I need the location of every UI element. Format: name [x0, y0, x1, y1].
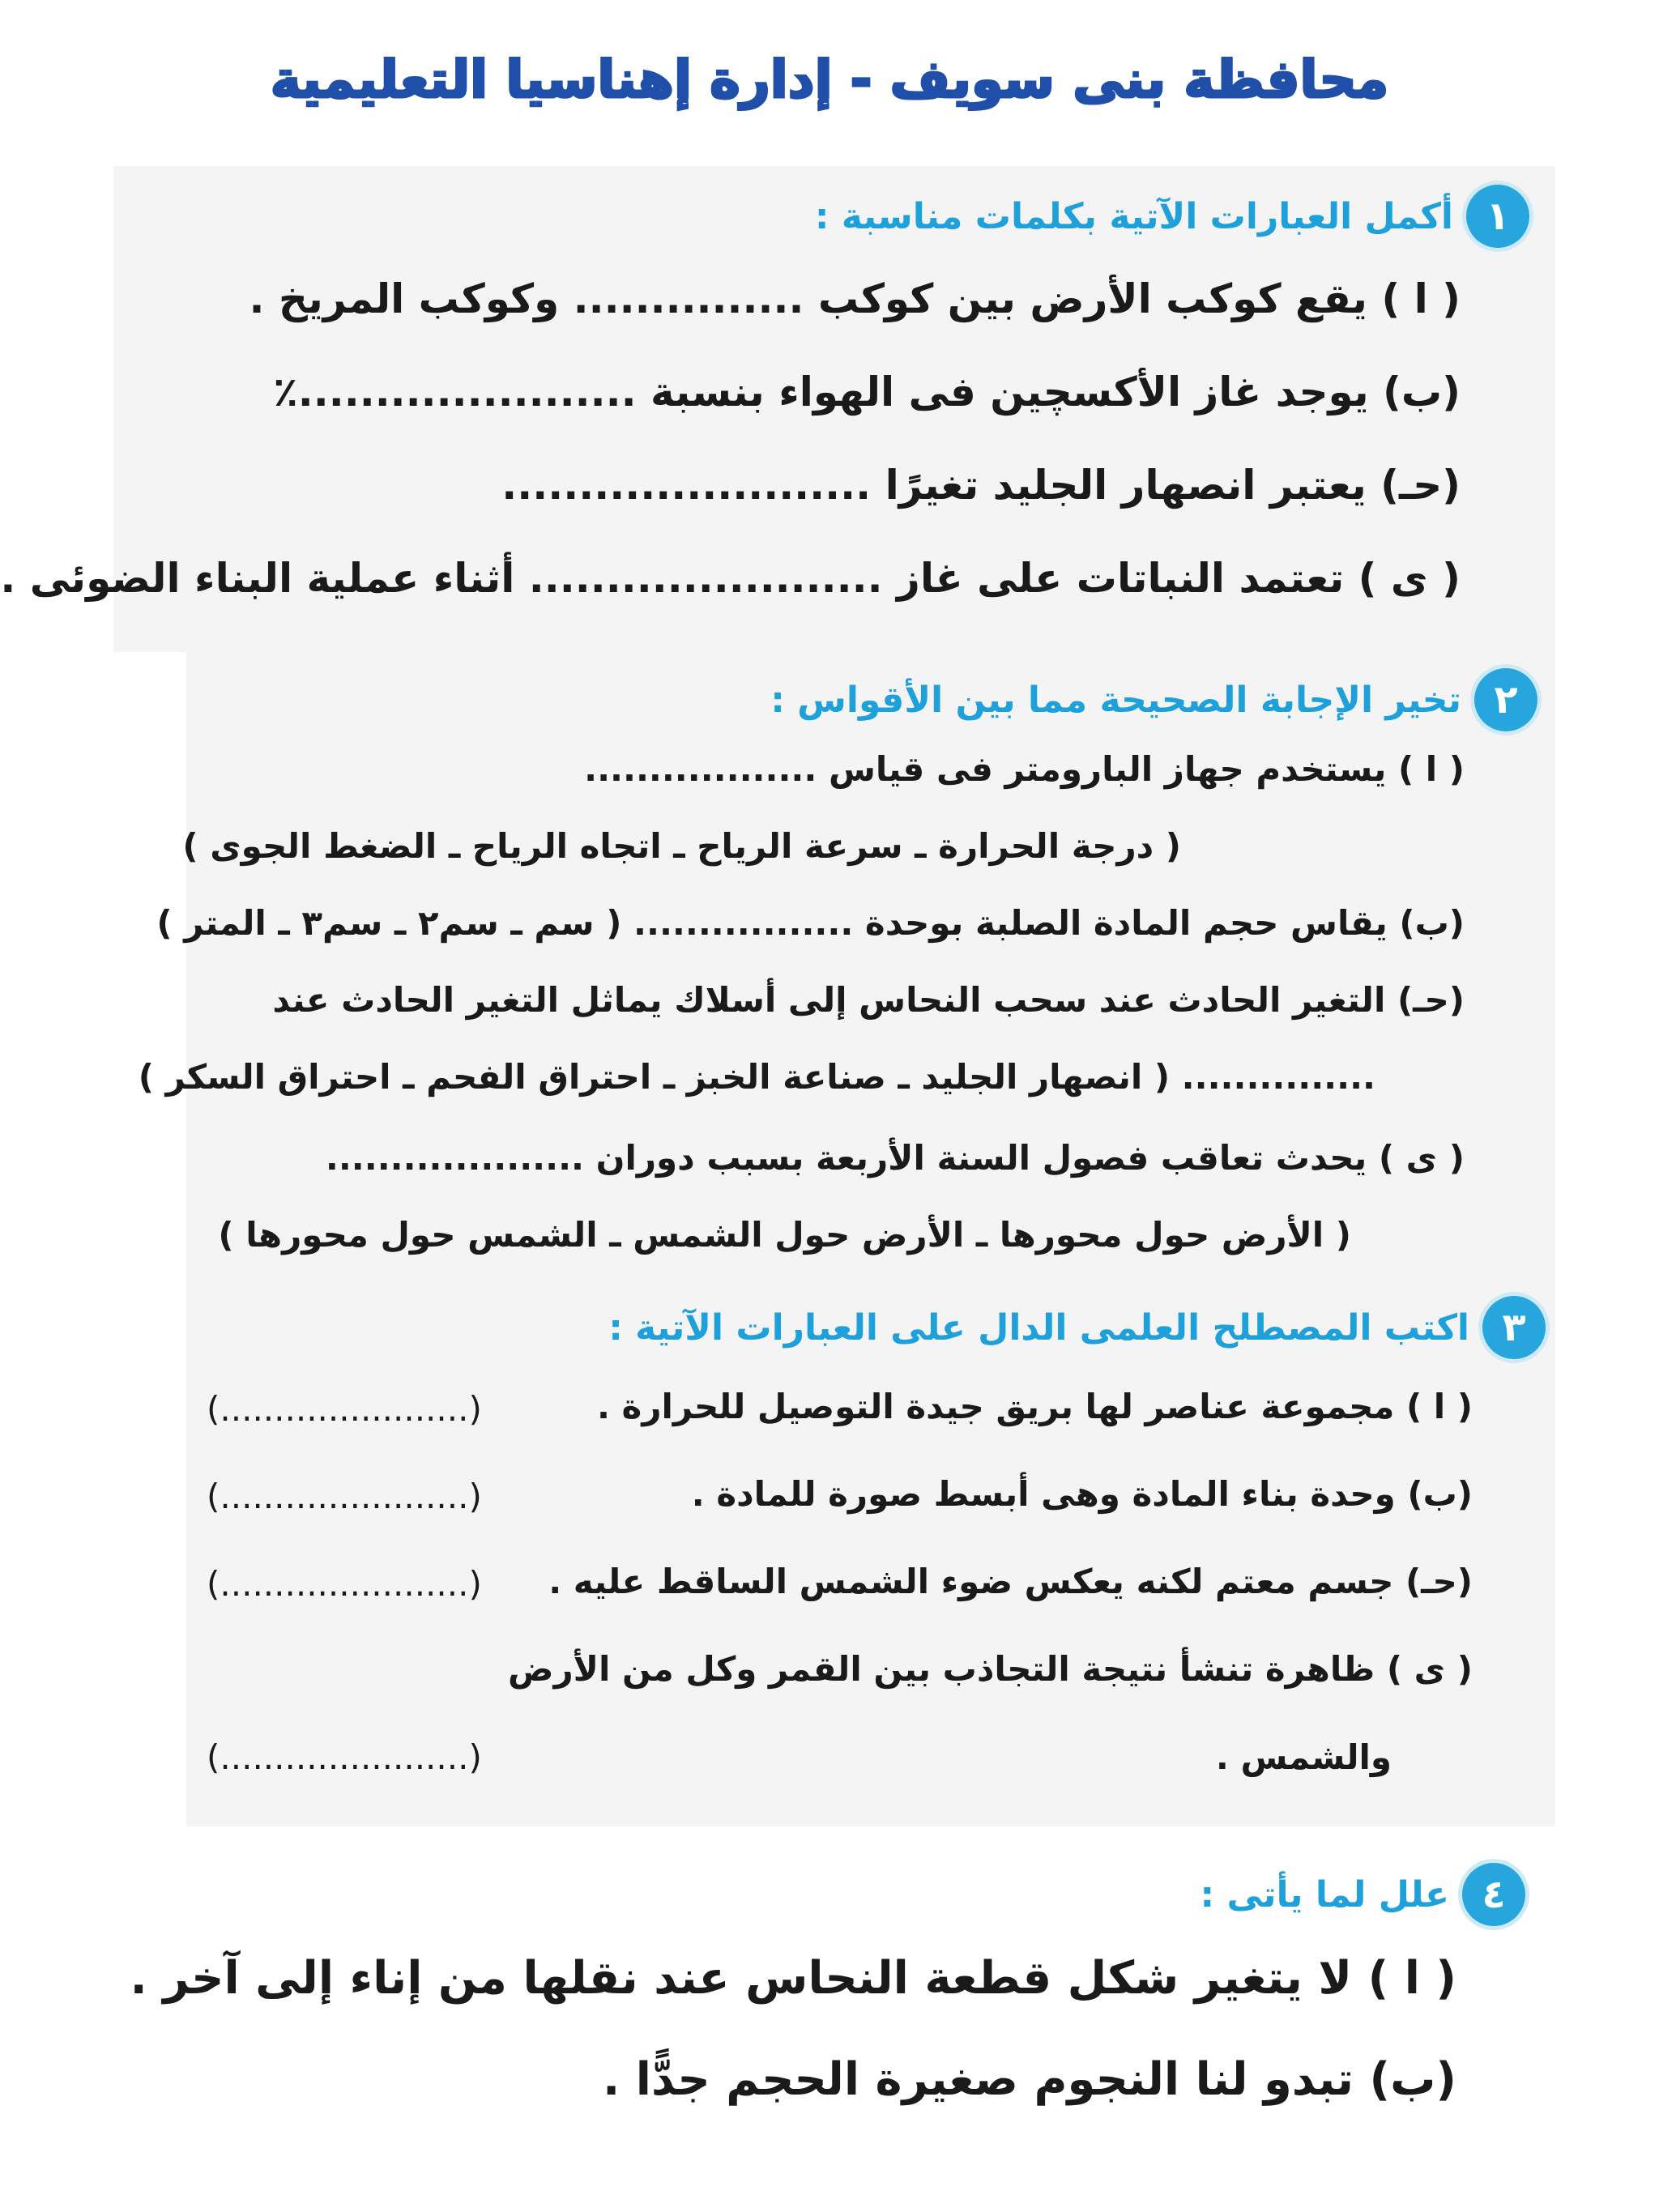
q2-item-a-options: ( درجة الحرارة ـ سرعة الرياح ـ اتجاه الرياح ـ الضغط الجوى ) [182, 826, 1181, 866]
q3-heading [608, 1296, 1546, 1359]
q2-number-badge: ٢ [1474, 668, 1537, 731]
q3-item-d: ( ى ) ظاهرة تنشأ نتيجة التجاذب بين القمر وكل من الأرض [508, 1649, 1473, 1689]
q3-answer-blank-a: (.......................) [207, 1389, 482, 1429]
q2-item-d: ( ى ) يحدث تعاقب فصول السنة الأربعة بسبب دوران .................... [325, 1138, 1465, 1178]
q2-item-d-options: ( الأرض حول محورها ـ الأرض حول الشمس ـ الشمس حول محورها ) [218, 1215, 1351, 1255]
q3-answer-blank-c: (.......................) [207, 1564, 482, 1604]
q3-item-d-continued: والشمس . [1215, 1737, 1392, 1777]
q1-item-b: (ب) يوجد غاز الأكسچين فى الهواء بنسبة ......................٪ [273, 369, 1461, 416]
q3-item-b: (ب) وحدة بناء المادة وهى أبسط صورة للمادة . [691, 1474, 1473, 1514]
q4-heading [1201, 1863, 1525, 1926]
q4-number-badge: ٤ [1462, 1863, 1525, 1926]
q1-item-a: ( ا ) يقع كوكب الأرض بين كوكب ............... وكوكب المريخ . [249, 275, 1461, 322]
q2-heading-text: تخير الإجابة الصحيحة مما بين الأقواس : [770, 679, 1461, 721]
q3-answer-blank-b: (.......................) [207, 1477, 482, 1516]
q3-answer-blank-d: (.......................) [207, 1737, 482, 1777]
q1-heading [815, 185, 1529, 248]
q2-heading [770, 668, 1537, 731]
q4-item-a: ( ا ) لا يتغير شكل قطعة النحاس عند نقلها من إناء إلى آخر . [130, 1952, 1456, 2005]
q1-heading-text: أكمل العبارات الآتية بكلمات مناسبة : [814, 195, 1453, 237]
q2-item-a: ( ا ) يستخدم جهاز البارومتر فى قياس .................. [584, 749, 1465, 789]
q3-number-badge: ٣ [1482, 1296, 1546, 1359]
page-title: محافظة بنى سويف - إدارة إهناسيا التعليمية [270, 50, 1389, 110]
q3-heading-text: اكتب المصطلح العلمى الدال على العبارات الآتية : [608, 1306, 1469, 1349]
q2-item-b: (ب) يقاس حجم المادة الصلبة بوحدة ................. ( سم ـ سم٢ ـ سم٣ ـ المتر ) [156, 903, 1465, 943]
q3-item-c: (حـ) جسم معتم لكنه يعكس ضوء الشمس الساقط عليه . [548, 1562, 1473, 1601]
q1-item-d: ( ى ) تعتمد النباتات على غاز ....................... أثناء عملية البناء الضوئى . [0, 555, 1461, 602]
q1-number-badge: ١ [1466, 185, 1529, 248]
q2-item-c-options: ............... ( انصهار الجليد ـ صناعة الخبز ـ احتراق الفحم ـ احتراق السكر ) [138, 1057, 1375, 1097]
q4-heading-text: علل لما يأتى : [1200, 1873, 1449, 1916]
q4-item-b: (ب) تبدو لنا النجوم صغيرة الحجم جدًّا . [603, 2053, 1456, 2106]
q2-shaded-box [186, 652, 1555, 1292]
q1-item-c: (حـ) يعتبر انصهار الجليد تغيرًا ........................ [501, 462, 1461, 509]
q3-item-a: ( ا ) مجموعة عناصر لها بريق جيدة التوصيل للحرارة . [596, 1387, 1473, 1426]
q2-item-c: (حـ) التغير الحادث عند سحب النحاس إلى أسلاك يماثل التغير الحادث عند [272, 980, 1465, 1020]
